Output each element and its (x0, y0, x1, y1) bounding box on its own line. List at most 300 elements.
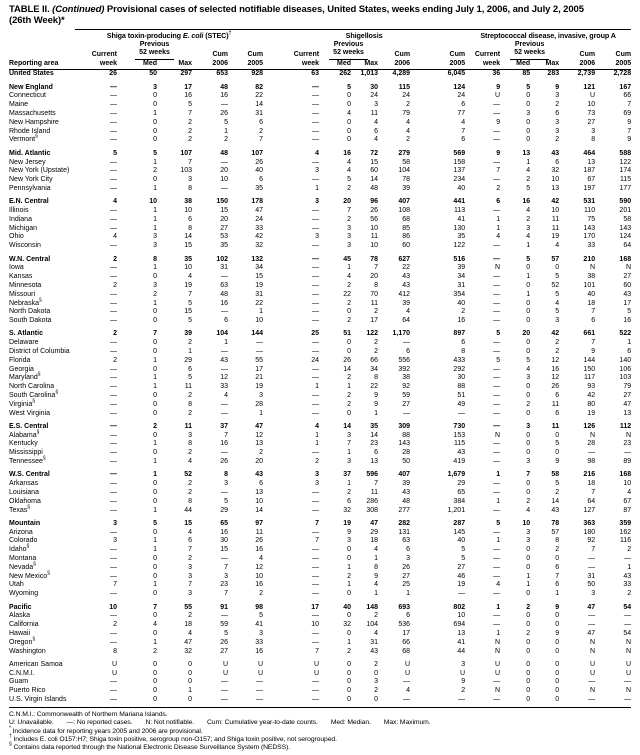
data-cell: 3 (526, 537, 531, 545)
row-label: Missouri (9, 290, 36, 298)
data-cell: U (257, 660, 264, 668)
row-label: Oklahoma (9, 497, 41, 505)
data-cell: 43 (402, 488, 411, 496)
data-cell: 3 (188, 590, 192, 598)
data-cell: 412 (398, 290, 411, 298)
data-cell: — (256, 348, 264, 355)
data-cell: 1 (526, 158, 531, 166)
data-cell: 92 (402, 383, 411, 391)
data-cell: — (110, 101, 117, 109)
data-cell: 39 (402, 184, 411, 192)
data-cell: — (312, 572, 320, 580)
data-cell: 2 (374, 660, 379, 668)
data-cell: — (493, 127, 501, 135)
table-row (9, 110, 631, 119)
data-cell: 3 (374, 678, 379, 686)
data-cell: 2 (347, 400, 352, 408)
data-cell: 7 (591, 546, 596, 554)
data-cell: 48 (220, 149, 228, 157)
data-cell: — (624, 449, 632, 457)
data-cell: 1 (347, 480, 352, 488)
footnote-symbol-line: § Contains data reported through the National Electronic Disease Surveillance System (NEDSS). (9, 742, 290, 752)
footnote-symbol-line: † Includes E. coli O157:H7; Shiga toxin positive, serogroup non-O157; and Shiga toxin positive, not serogrouped. (9, 733, 337, 743)
data-cell: 3 (526, 224, 531, 232)
data-cell: 24 (255, 215, 264, 223)
row-label: New York City (9, 176, 53, 184)
table-row (9, 687, 631, 696)
data-cell: — (110, 110, 117, 118)
data-cell: 0 (153, 409, 157, 417)
data-cell: 3 (153, 83, 157, 91)
data-cell: 124 (619, 233, 632, 241)
data-cell: — (493, 383, 501, 391)
row-label: District of Columbia (9, 348, 70, 355)
data-cell: 0 (347, 118, 352, 126)
data-cell: 4 (526, 207, 531, 215)
data-cell: 98 (587, 458, 596, 466)
table-row (9, 216, 631, 225)
row-label: Pacific (9, 603, 32, 611)
data-cell: 16 (522, 198, 531, 206)
data-cell: 2 (259, 449, 264, 457)
data-cell: 1 (496, 537, 501, 545)
data-cell: 112 (619, 422, 632, 430)
data-cell: 150 (583, 365, 596, 373)
data-cell: 1 (347, 449, 352, 457)
data-cell: — (493, 101, 501, 109)
col-header-reporting-area: Reporting area (9, 60, 75, 70)
data-cell: — (312, 317, 320, 325)
data-cell: 131 (398, 528, 411, 536)
data-cell: 0 (153, 339, 157, 347)
data-cell: — (493, 678, 501, 686)
data-cell: — (256, 687, 264, 695)
data-cell: 10 (587, 101, 596, 109)
table-row (9, 357, 631, 366)
data-cell: — (110, 629, 117, 637)
data-cell: 48 (220, 83, 228, 91)
data-cell: 2 (406, 101, 411, 109)
row-label: E.N. Central (9, 198, 49, 206)
data-cell: U (590, 669, 596, 677)
data-cell: 21 (255, 374, 264, 382)
data-cell: 7 (188, 110, 192, 118)
data-cell: 1 (153, 224, 157, 232)
data-cell: 3 (347, 537, 352, 545)
data-cell: 0 (153, 127, 157, 135)
data-cell: — (110, 299, 117, 307)
data-cell: 0 (153, 555, 157, 563)
data-cell: 2 (526, 176, 531, 184)
data-cell: 1 (347, 638, 352, 646)
table-row (9, 198, 631, 207)
data-cell: 10 (184, 207, 192, 215)
data-cell: 40 (587, 290, 596, 298)
data-cell: — (312, 497, 320, 505)
data-cell: 6 (555, 391, 560, 399)
data-cell: 80 (587, 400, 596, 408)
data-cell: 0 (526, 563, 531, 571)
data-cell: 64 (587, 497, 596, 505)
data-cell: 4 (555, 242, 560, 250)
data-cell: 5 (188, 317, 192, 325)
data-cell: 110 (583, 207, 596, 215)
col-header-max: Max (530, 60, 559, 70)
data-cell: 8 (153, 255, 157, 263)
data-cell: 18 (370, 537, 379, 545)
table-row (9, 128, 631, 137)
data-cell: 2 (188, 612, 192, 620)
table-row (9, 573, 631, 582)
data-cell: 464 (583, 149, 596, 157)
data-cell: — (312, 290, 320, 298)
table-row (9, 537, 631, 546)
data-cell: 69 (623, 110, 632, 118)
data-cell: — (221, 449, 228, 457)
data-cell: 309 (398, 422, 411, 430)
data-cell: — (312, 92, 320, 100)
data-cell: 5 (555, 480, 560, 488)
data-cell: — (110, 127, 117, 135)
data-cell: 0 (347, 127, 352, 135)
data-cell: 0 (153, 365, 157, 373)
data-cell: 40 (457, 184, 466, 192)
data-cell: 122 (453, 242, 466, 250)
data-cell: — (221, 409, 228, 417)
data-cell: U (626, 660, 632, 668)
data-cell: 17 (623, 299, 632, 307)
data-cell: 4 (526, 365, 531, 373)
data-cell: — (221, 348, 228, 355)
data-cell: 4 (315, 422, 320, 430)
data-cell: 1 (627, 563, 632, 571)
row-label: U.S. Virgin Islands (9, 695, 67, 703)
row-label: United States (9, 70, 54, 78)
data-cell: 3 (555, 92, 560, 100)
data-cell: N (590, 431, 596, 439)
table-row (9, 678, 631, 687)
data-cell: 20 (370, 273, 379, 281)
data-cell: 2 (627, 590, 632, 598)
data-cell: N (590, 647, 596, 655)
data-cell: 7 (188, 546, 192, 554)
data-cell: 2 (555, 339, 560, 347)
data-cell: 1 (259, 308, 264, 316)
data-cell: 43 (457, 449, 466, 457)
data-cell: 8 (591, 136, 596, 144)
data-cell: 0 (153, 612, 157, 620)
data-cell: 32 (255, 242, 264, 250)
data-cell: 24 (402, 92, 411, 100)
table-row (9, 366, 631, 375)
data-cell: U (404, 660, 411, 668)
data-cell: U (495, 92, 501, 100)
data-cell: 2 (188, 339, 192, 347)
table-row (9, 242, 631, 251)
data-cell: 48 (370, 184, 379, 192)
data-cell: 3 (224, 480, 228, 488)
data-cell: 1 (315, 184, 320, 192)
data-cell: 1 (374, 555, 379, 563)
data-cell: N (495, 264, 501, 272)
data-cell: 1 (347, 383, 352, 391)
data-cell: 9 (374, 391, 379, 399)
data-cell: 34 (370, 365, 379, 373)
data-cell: — (588, 695, 596, 703)
row-label: Maine (9, 101, 29, 109)
col-header-previous: Previous (514, 40, 545, 48)
data-cell: 0 (526, 409, 531, 417)
data-cell: — (312, 118, 320, 126)
data-cell: 31 (255, 290, 264, 298)
data-cell: 158 (453, 158, 466, 166)
data-cell: 20 (220, 215, 228, 223)
table-row (9, 612, 631, 621)
data-cell: N (495, 647, 501, 655)
data-cell: — (110, 409, 117, 417)
data-cell: 277 (398, 506, 411, 514)
data-cell: — (312, 308, 320, 316)
data-cell: 29 (220, 506, 228, 514)
data-cell: 56 (370, 215, 379, 223)
data-cell: 6 (591, 317, 596, 325)
data-cell: 48 (402, 497, 411, 505)
row-label: Virginia§ (9, 398, 35, 408)
data-cell: 2 (224, 136, 228, 144)
data-cell: 4 (374, 546, 379, 554)
data-cell: — (403, 678, 411, 686)
footnote-symbol: * (9, 725, 11, 732)
data-cell: N (626, 431, 632, 439)
data-cell: U (495, 660, 501, 668)
footnote-symbol: § (9, 742, 12, 749)
data-cell: 16 (220, 440, 228, 448)
data-cell: 72 (370, 149, 379, 157)
data-cell: — (312, 299, 320, 307)
data-cell: 9 (374, 400, 379, 408)
data-cell: 26 (551, 383, 560, 391)
data-cell: 1 (224, 127, 228, 135)
data-cell: 85 (522, 70, 531, 78)
data-cell: 143 (619, 224, 632, 232)
data-cell: — (221, 308, 228, 316)
data-cell: 0 (347, 687, 352, 695)
data-cell: 7 (374, 264, 379, 272)
group-title-italic: E. coli (182, 31, 204, 40)
data-cell: 0 (347, 629, 352, 637)
row-label: Nebraska§ (9, 297, 42, 307)
data-cell: 32 (551, 167, 560, 175)
data-cell: 5 (347, 83, 352, 91)
table-row (9, 282, 631, 291)
data-cell: 7 (224, 431, 228, 439)
data-cell: 5 (224, 629, 228, 637)
data-cell: 3 (406, 555, 411, 563)
data-cell: 143 (583, 224, 596, 232)
data-cell: 121 (583, 83, 596, 91)
data-cell: U (313, 660, 320, 668)
table-row (9, 401, 631, 410)
data-cell: — (312, 224, 320, 232)
data-cell: — (110, 431, 117, 439)
data-cell: 38 (184, 198, 192, 206)
data-cell: 50 (402, 458, 411, 466)
data-cell: 0 (526, 391, 531, 399)
data-cell: 0 (347, 612, 352, 620)
table-row (9, 507, 631, 516)
data-cell: U (590, 660, 596, 668)
legend-item: U: Unavailable. (9, 719, 54, 727)
data-cell: 43 (551, 506, 560, 514)
data-cell: 7 (113, 581, 117, 589)
data-cell: 2 (526, 215, 531, 223)
data-cell: 32 (343, 621, 352, 629)
data-cell: 16 (220, 92, 228, 100)
data-cell: — (312, 590, 320, 598)
data-cell: 60 (402, 242, 411, 250)
data-cell: 3 (591, 590, 596, 598)
data-cell: — (493, 391, 501, 399)
table-row (9, 440, 631, 449)
data-cell: 1,679 (447, 471, 466, 479)
data-cell: 5 (461, 546, 466, 554)
data-cell: — (493, 281, 501, 289)
data-cell: 0 (555, 687, 560, 695)
data-cell: 19 (184, 281, 192, 289)
col-header-2006: 2006 (378, 60, 410, 70)
data-cell: 0 (526, 440, 531, 448)
data-cell: 42 (551, 330, 560, 338)
data-cell: 3 (188, 563, 192, 571)
data-cell: — (493, 621, 501, 629)
data-cell: — (312, 488, 320, 496)
data-cell: 57 (551, 255, 560, 263)
data-cell: 5 (347, 176, 352, 184)
data-cell: 4 (188, 528, 192, 536)
col-header-cum: Cum (449, 50, 466, 58)
data-cell: N (626, 638, 632, 646)
data-cell: — (588, 555, 596, 563)
data-cell: 3 (315, 198, 320, 206)
data-cell: — (624, 612, 632, 620)
data-cell: 1 (153, 383, 157, 391)
data-cell: 2 (406, 136, 411, 144)
data-cell: 115 (619, 176, 632, 184)
data-cell: 13 (255, 440, 264, 448)
data-cell: 32 (184, 647, 192, 655)
data-cell: 39 (402, 480, 411, 488)
header-spacer (9, 49, 75, 59)
data-cell: 1 (153, 158, 157, 166)
table-row (9, 604, 631, 613)
data-cell: 122 (366, 330, 379, 338)
data-cell: — (110, 273, 117, 281)
column-header-row (9, 60, 631, 70)
data-cell: 2 (627, 546, 632, 554)
table-title (9, 4, 631, 26)
data-cell: 97 (255, 519, 264, 527)
data-cell: — (493, 612, 501, 620)
data-cell: 17 (402, 629, 411, 637)
data-cell: — (458, 590, 466, 598)
data-cell: 43 (402, 273, 411, 281)
data-cell: 2 (153, 167, 157, 175)
group-title-shigellosis (263, 30, 465, 41)
data-cell: 13 (623, 409, 632, 417)
data-cell: 19 (551, 233, 560, 241)
data-cell: 897 (453, 330, 466, 338)
data-cell: 26 (109, 70, 117, 78)
data-cell: 7 (347, 207, 352, 215)
data-cell: 43 (370, 647, 379, 655)
data-cell: 153 (453, 431, 466, 439)
data-cell: 4 (555, 299, 560, 307)
data-cell: 52 (551, 281, 560, 289)
data-cell: — (493, 255, 501, 263)
data-cell: 210 (583, 255, 596, 263)
data-cell: 536 (398, 621, 411, 629)
data-cell: 92 (587, 537, 596, 545)
data-cell: — (110, 242, 117, 250)
table-row (9, 529, 631, 538)
data-cell: 26 (370, 207, 379, 215)
data-cell: 38 (402, 374, 411, 382)
row-label: Michigan (9, 224, 38, 232)
data-cell: — (110, 590, 117, 598)
data-cell: 9 (461, 678, 466, 686)
table-row (9, 696, 631, 705)
row-label: Nevada§ (9, 561, 36, 571)
data-cell: 31 (587, 572, 596, 580)
data-cell: 17 (184, 83, 192, 91)
data-cell: 2 (188, 127, 192, 135)
row-label-sup: § (32, 398, 35, 405)
data-cell: — (493, 136, 501, 144)
data-cell: — (312, 255, 320, 263)
data-cell: 167 (619, 83, 632, 91)
data-cell: 1 (347, 581, 352, 589)
data-cell: 177 (619, 184, 632, 192)
data-cell: 661 (583, 330, 596, 338)
data-cell: 33 (220, 383, 228, 391)
data-cell: 1 (526, 572, 531, 580)
data-cell: — (493, 317, 501, 325)
data-cell: 0 (153, 497, 157, 505)
data-cell: — (493, 422, 501, 430)
data-cell: 359 (619, 519, 632, 527)
data-cell: 12 (255, 431, 264, 439)
data-cell: 8 (555, 537, 560, 545)
row-label: W.N. Central (9, 255, 51, 263)
data-cell: 73 (587, 110, 596, 118)
data-cell: 1 (153, 471, 157, 479)
data-cell: 0 (153, 308, 157, 316)
data-cell: 2 (153, 422, 157, 430)
data-cell: 2,739 (577, 70, 596, 78)
row-label: Georgia (9, 365, 34, 373)
data-cell: 24 (457, 92, 466, 100)
data-cell: 24 (370, 92, 379, 100)
data-cell: 104 (366, 621, 379, 629)
data-cell: 2 (555, 136, 560, 144)
data-cell: 43 (551, 149, 560, 157)
header-spacer (9, 30, 75, 41)
table-row (9, 581, 631, 590)
data-cell: 47 (184, 638, 192, 646)
data-cell: N (626, 687, 632, 695)
data-cell: 1 (627, 339, 632, 347)
data-cell: — (493, 400, 501, 408)
